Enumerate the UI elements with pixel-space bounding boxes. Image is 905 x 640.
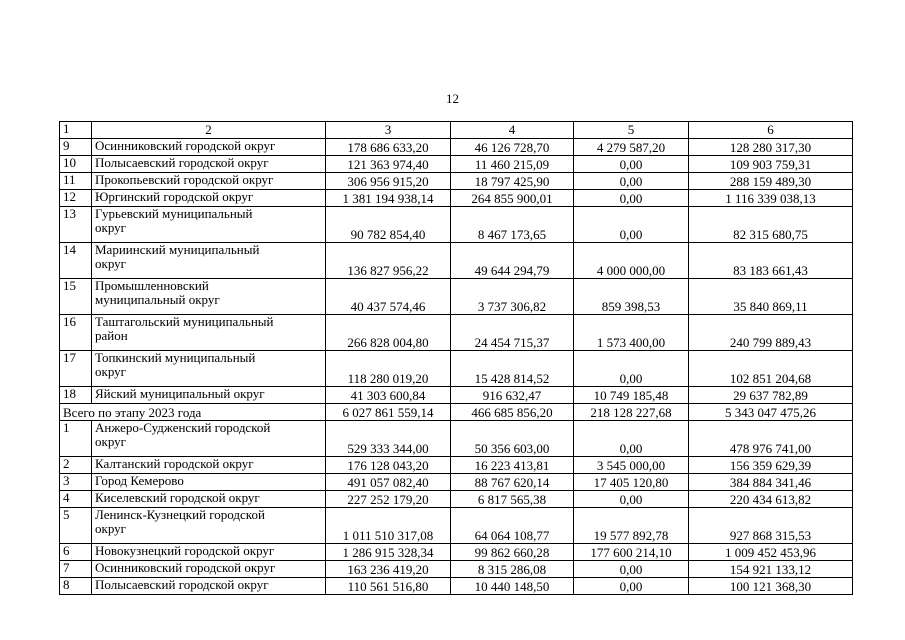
amount-col-6: 82 315 680,75 bbox=[689, 207, 853, 243]
table-row bbox=[60, 387, 853, 404]
district-name-line2: муниципальный округ bbox=[95, 292, 220, 307]
amount-col-6: 109 903 759,31 bbox=[689, 156, 853, 173]
amount-col-6: 128 280 317,30 bbox=[689, 139, 853, 156]
header-cell-1: 1 bbox=[60, 122, 92, 139]
amount-col-5: 177 600 214,10 bbox=[574, 544, 689, 561]
amount-col-6: 102 851 204,68 bbox=[689, 351, 853, 387]
table-body bbox=[60, 122, 853, 595]
table-row bbox=[60, 491, 853, 508]
district-name-line1: Мариинский муниципальный bbox=[95, 242, 260, 257]
amount-col-3: 266 828 004,80 bbox=[326, 315, 451, 351]
table-row bbox=[60, 561, 853, 578]
row-number: 2 bbox=[60, 457, 92, 474]
row-number: 12 bbox=[60, 190, 92, 207]
amount-col-5: 0,00 bbox=[574, 578, 689, 595]
table-row bbox=[60, 457, 853, 474]
table-row bbox=[60, 207, 853, 243]
amount-col-3: 306 956 915,20 bbox=[326, 173, 451, 190]
district-name: Полысаевский городской округ bbox=[92, 156, 326, 173]
district-name-line1: Таштагольский муниципальный bbox=[95, 314, 274, 329]
amount-col-5: 1 573 400,00 bbox=[574, 315, 689, 351]
amount-col-3: 176 128 043,20 bbox=[326, 457, 451, 474]
district-name: Осинниковский городской округ bbox=[92, 139, 326, 156]
amount-col-4: 8 315 286,08 bbox=[451, 561, 574, 578]
district-name bbox=[92, 315, 326, 351]
district-name-line2: округ bbox=[95, 256, 126, 271]
amount-col-4: 11 460 215,09 bbox=[451, 156, 574, 173]
amount-col-3: 110 561 516,80 bbox=[326, 578, 451, 595]
amount-col-5: 859 398,53 bbox=[574, 279, 689, 315]
amount-col-4: 264 855 900,01 bbox=[451, 190, 574, 207]
amount-col-6: 1 116 339 038,13 bbox=[689, 190, 853, 207]
amount-col-3: 121 363 974,40 bbox=[326, 156, 451, 173]
amount-col-5: 0,00 bbox=[574, 173, 689, 190]
amount-col-6: 1 009 452 453,96 bbox=[689, 544, 853, 561]
amount-col-5: 0,00 bbox=[574, 190, 689, 207]
amount-col-3: 163 236 419,20 bbox=[326, 561, 451, 578]
amount-col-3: 41 303 600,84 bbox=[326, 387, 451, 404]
row-number: 3 bbox=[60, 474, 92, 491]
header-cell-5: 5 bbox=[574, 122, 689, 139]
amount-col-6: 478 976 741,00 bbox=[689, 421, 853, 457]
amount-col-4: 6 817 565,38 bbox=[451, 491, 574, 508]
amount-col-3: 90 782 854,40 bbox=[326, 207, 451, 243]
district-name: Юргинский городской округ bbox=[92, 190, 326, 207]
page-number: 12 bbox=[446, 91, 459, 106]
amount-col-5: 0,00 bbox=[574, 207, 689, 243]
table-row bbox=[60, 508, 853, 544]
amount-col-4: 49 644 294,79 bbox=[451, 243, 574, 279]
table-row bbox=[60, 173, 853, 190]
district-name-line1: Анжеро-Судженский городской bbox=[95, 420, 271, 435]
amount-col-3: 1 381 194 938,14 bbox=[326, 190, 451, 207]
row-number: 17 bbox=[60, 351, 92, 387]
table-row bbox=[60, 578, 853, 595]
amount-col-6: 100 121 368,30 bbox=[689, 578, 853, 595]
district-name: Полысаевский городской округ bbox=[92, 578, 326, 595]
amount-col-4: 8 467 173,65 bbox=[451, 207, 574, 243]
amount-col-6: 288 159 489,30 bbox=[689, 173, 853, 190]
amount-col-6: 384 884 341,46 bbox=[689, 474, 853, 491]
district-name-line1: Топкинский муниципальный bbox=[95, 350, 256, 365]
row-number: 15 bbox=[60, 279, 92, 315]
amount-col-5: 0,00 bbox=[574, 561, 689, 578]
amount-col-5: 4 000 000,00 bbox=[574, 243, 689, 279]
district-name-line1: Гурьевский муниципальный bbox=[95, 206, 253, 221]
amount-col-3: 118 280 019,20 bbox=[326, 351, 451, 387]
row-number: 14 bbox=[60, 243, 92, 279]
table-row bbox=[60, 421, 853, 457]
amount-col-5: 0,00 bbox=[574, 421, 689, 457]
district-name-line2: округ bbox=[95, 364, 126, 379]
district-name-line1: Промышленновский bbox=[95, 278, 209, 293]
district-name bbox=[92, 279, 326, 315]
amount-col-3: 1 286 915 328,34 bbox=[326, 544, 451, 561]
amount-col-5: 0,00 bbox=[574, 491, 689, 508]
row-number: 8 bbox=[60, 578, 92, 595]
amount-col-4: 99 862 660,28 bbox=[451, 544, 574, 561]
total-row bbox=[60, 404, 853, 421]
amount-col-6: 35 840 869,11 bbox=[689, 279, 853, 315]
amount-col-4: 916 632,47 bbox=[451, 387, 574, 404]
row-number: 6 bbox=[60, 544, 92, 561]
table-row bbox=[60, 351, 853, 387]
district-name: Яйский муниципальный округ bbox=[92, 387, 326, 404]
table-header-row bbox=[60, 122, 853, 139]
table-row bbox=[60, 279, 853, 315]
amount-col-6: 156 359 629,39 bbox=[689, 457, 853, 474]
amount-col-5: 0,00 bbox=[574, 156, 689, 173]
amount-col-3: 40 437 574,46 bbox=[326, 279, 451, 315]
table-row bbox=[60, 156, 853, 173]
table-row bbox=[60, 544, 853, 561]
row-number: 18 bbox=[60, 387, 92, 404]
table-row bbox=[60, 315, 853, 351]
amount-col-3: 227 252 179,20 bbox=[326, 491, 451, 508]
row-number: 7 bbox=[60, 561, 92, 578]
amount-col-4: 10 440 148,50 bbox=[451, 578, 574, 595]
district-name-line2: район bbox=[95, 328, 128, 343]
row-number: 5 bbox=[60, 508, 92, 544]
amount-col-6: 154 921 133,12 bbox=[689, 561, 853, 578]
amount-col-3: 1 011 510 317,08 bbox=[326, 508, 451, 544]
row-number: 13 bbox=[60, 207, 92, 243]
amount-col-6: 83 183 661,43 bbox=[689, 243, 853, 279]
data-table bbox=[59, 121, 853, 595]
district-name: Киселевский городской округ bbox=[92, 491, 326, 508]
amount-col-6: 240 799 889,43 bbox=[689, 315, 853, 351]
district-name bbox=[92, 421, 326, 457]
amount-col-5: 17 405 120,80 bbox=[574, 474, 689, 491]
district-name-line1: Ленинск-Кузнецкий городской bbox=[95, 507, 265, 522]
district-name-line2: округ bbox=[95, 220, 126, 235]
amount-col-4: 24 454 715,37 bbox=[451, 315, 574, 351]
district-name bbox=[92, 351, 326, 387]
amount-col-5: 0,00 bbox=[574, 351, 689, 387]
amount-col-5: 10 749 185,48 bbox=[574, 387, 689, 404]
row-number: 4 bbox=[60, 491, 92, 508]
amount-col-3: 529 333 344,00 bbox=[326, 421, 451, 457]
total-c4: 466 685 856,20 bbox=[451, 404, 574, 421]
row-number: 16 bbox=[60, 315, 92, 351]
amount-col-4: 18 797 425,90 bbox=[451, 173, 574, 190]
amount-col-6: 29 637 782,89 bbox=[689, 387, 853, 404]
amount-col-4: 88 767 620,14 bbox=[451, 474, 574, 491]
row-number: 10 bbox=[60, 156, 92, 173]
district-name: Прокопьевский городской округ bbox=[92, 173, 326, 190]
amount-col-6: 927 868 315,53 bbox=[689, 508, 853, 544]
district-name bbox=[92, 508, 326, 544]
table-row bbox=[60, 474, 853, 491]
header-cell-4: 4 bbox=[451, 122, 574, 139]
amount-col-4: 16 223 413,81 bbox=[451, 457, 574, 474]
row-number: 9 bbox=[60, 139, 92, 156]
amount-col-5: 3 545 000,00 bbox=[574, 457, 689, 474]
total-c6: 5 343 047 475,26 bbox=[689, 404, 853, 421]
district-name bbox=[92, 207, 326, 243]
amount-col-4: 50 356 603,00 bbox=[451, 421, 574, 457]
total-label: Всего по этапу 2023 года bbox=[60, 404, 326, 421]
amount-col-6: 220 434 613,82 bbox=[689, 491, 853, 508]
table-row bbox=[60, 139, 853, 156]
amount-col-4: 15 428 814,52 bbox=[451, 351, 574, 387]
district-name-line2: округ bbox=[95, 521, 126, 536]
amount-col-4: 64 064 108,77 bbox=[451, 508, 574, 544]
header-cell-2: 2 bbox=[92, 122, 326, 139]
row-number: 11 bbox=[60, 173, 92, 190]
amount-col-3: 491 057 082,40 bbox=[326, 474, 451, 491]
amount-col-4: 3 737 306,82 bbox=[451, 279, 574, 315]
header-cell-6: 6 bbox=[689, 122, 853, 139]
amount-col-3: 178 686 633,20 bbox=[326, 139, 451, 156]
total-c3: 6 027 861 559,14 bbox=[326, 404, 451, 421]
row-number: 1 bbox=[60, 421, 92, 457]
table-row bbox=[60, 190, 853, 207]
district-name: Калтанский городской округ bbox=[92, 457, 326, 474]
district-name: Город Кемерово bbox=[92, 474, 326, 491]
district-name-line2: округ bbox=[95, 434, 126, 449]
district-name: Осинниковский городской округ bbox=[92, 561, 326, 578]
total-c5: 218 128 227,68 bbox=[574, 404, 689, 421]
amount-col-5: 19 577 892,78 bbox=[574, 508, 689, 544]
amount-col-4: 46 126 728,70 bbox=[451, 139, 574, 156]
amount-col-5: 4 279 587,20 bbox=[574, 139, 689, 156]
district-name bbox=[92, 243, 326, 279]
amount-col-3: 136 827 956,22 bbox=[326, 243, 451, 279]
district-name: Новокузнецкий городской округ bbox=[92, 544, 326, 561]
table-row bbox=[60, 243, 853, 279]
header-cell-3: 3 bbox=[326, 122, 451, 139]
